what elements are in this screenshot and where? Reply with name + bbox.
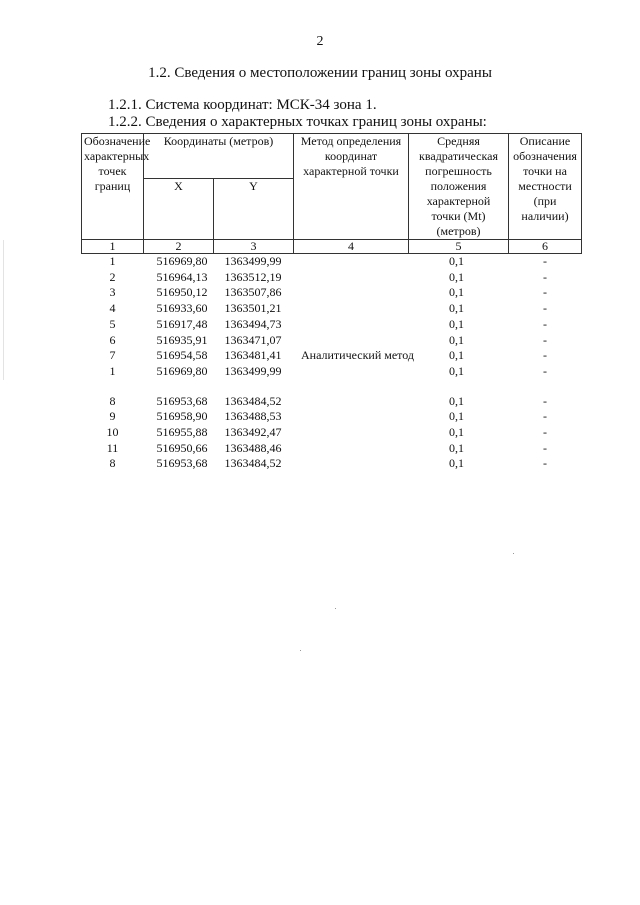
- y-cell: 1363499,99: [224, 254, 282, 268]
- y-cell: 1363471,07: [224, 332, 282, 347]
- point-cell: 9: [109, 409, 116, 424]
- x-cell: 516917,48: [156, 316, 208, 331]
- point-cell: 2: [109, 269, 116, 284]
- y-cell: 1363481,41: [224, 348, 282, 363]
- error-cell: 0,1: [449, 409, 464, 424]
- description-cell: -: [543, 269, 547, 284]
- method-cell: [294, 456, 409, 472]
- method-cell: [294, 394, 409, 410]
- table-row: [82, 317, 582, 333]
- x-cell: 516964,13: [156, 269, 208, 284]
- column-number: 5: [409, 240, 509, 254]
- empty-cell: [214, 380, 294, 394]
- method-cell: [294, 254, 409, 270]
- table-row: [82, 409, 582, 425]
- method-cell: [294, 317, 409, 333]
- description-cell: -: [543, 316, 547, 331]
- description-cell: -: [543, 332, 547, 347]
- points-info-line: 1.2.2. Сведения о характерных точках границ зоны охраны:: [108, 114, 487, 130]
- header-point-designation: Обозначение характерных точек границ: [82, 134, 144, 240]
- description-cell: -: [543, 363, 547, 378]
- point-cell: 11: [106, 440, 119, 455]
- table-row: [82, 254, 582, 270]
- column-number: 4: [294, 240, 409, 254]
- table-row: [82, 301, 582, 317]
- method-cell: [294, 333, 409, 349]
- scan-speck: [335, 608, 336, 609]
- x-cell: 516955,88: [156, 425, 208, 440]
- x-cell: 516950,66: [156, 440, 208, 455]
- x-cell: 516969,80: [156, 363, 208, 378]
- description-cell: -: [543, 409, 547, 424]
- error-cell: 0,1: [449, 363, 464, 378]
- point-cell: 1: [109, 363, 116, 378]
- empty-cell: [294, 380, 409, 394]
- method-value: Аналитический метод: [300, 348, 415, 362]
- table-row: [82, 270, 582, 286]
- x-cell: 516958,90: [156, 409, 208, 424]
- empty-cell: [144, 380, 214, 394]
- point-cell: 5: [109, 316, 116, 331]
- description-cell: -: [543, 301, 547, 316]
- method-cell: [294, 441, 409, 457]
- header-y: Y: [214, 179, 294, 240]
- x-cell: 516933,60: [156, 301, 208, 316]
- method-cell: [294, 270, 409, 286]
- method-cell: [294, 425, 409, 441]
- method-cell: [294, 301, 409, 317]
- x-cell: 516950,12: [156, 285, 208, 300]
- table-row: [82, 364, 582, 380]
- point-cell: 1: [109, 254, 116, 268]
- point-cell: 6: [109, 332, 116, 347]
- table-row: [82, 285, 582, 301]
- section-heading: 1.2. Сведения о местоположении границ зоны охраны: [148, 65, 492, 81]
- y-cell: 1363484,52: [224, 393, 282, 408]
- column-number: 1: [82, 240, 144, 254]
- column-number: 3: [214, 240, 294, 254]
- header-method: Метод определения координат характерной точки: [294, 134, 409, 240]
- error-cell: 0,1: [449, 254, 464, 268]
- point-cell: 4: [109, 301, 116, 316]
- table-row: [82, 441, 582, 457]
- empty-cell: [409, 380, 509, 394]
- header-x: X: [144, 179, 214, 240]
- description-cell: -: [543, 440, 547, 455]
- point-cell: 8: [109, 393, 116, 408]
- y-cell: 1363501,21: [224, 301, 282, 316]
- point-cell: 7: [109, 348, 116, 363]
- scan-margin-mark: [3, 240, 4, 380]
- description-cell: -: [543, 348, 547, 363]
- method-cell: [294, 409, 409, 425]
- error-cell: 0,1: [449, 269, 464, 284]
- empty-cell: [509, 380, 582, 394]
- description-cell: -: [543, 393, 547, 408]
- contour-gap-row: [82, 380, 582, 394]
- error-cell: 0,1: [449, 285, 464, 300]
- y-cell: 1363494,73: [224, 316, 282, 331]
- point-cell: 10: [106, 425, 119, 440]
- header-error: Средняя квадратическая погрешность положения характерной точки (Mt) (метров): [409, 134, 509, 240]
- y-cell: 1363499,99: [224, 363, 282, 378]
- error-cell: 0,1: [449, 301, 464, 316]
- y-cell: 1363492,47: [224, 425, 282, 440]
- x-cell: 516935,91: [156, 332, 208, 347]
- empty-cell: [82, 380, 144, 394]
- error-cell: 0,1: [449, 440, 464, 455]
- x-cell: 516969,80: [156, 254, 208, 268]
- error-cell: 0,1: [449, 348, 464, 363]
- boundary-points-table: [81, 133, 582, 472]
- y-cell: 1363484,52: [224, 456, 282, 471]
- y-cell: 1363512,19: [224, 269, 282, 284]
- description-cell: -: [543, 456, 547, 471]
- error-cell: 0,1: [449, 316, 464, 331]
- table-row: [82, 394, 582, 410]
- table-row: [82, 425, 582, 441]
- error-cell: 0,1: [449, 425, 464, 440]
- point-cell: 8: [109, 456, 116, 471]
- header-description: Описание обозначения точки на местности (при наличии): [509, 134, 582, 240]
- point-cell: 3: [109, 285, 116, 300]
- y-cell: 1363488,53: [224, 409, 282, 424]
- scan-speck: [513, 553, 514, 554]
- x-cell: 516953,68: [156, 393, 208, 408]
- column-number: 2: [144, 240, 214, 254]
- description-cell: -: [543, 285, 547, 300]
- table-row: [82, 456, 582, 472]
- page-number: 2: [316, 34, 324, 49]
- method-cell: [294, 364, 409, 380]
- description-cell: -: [543, 425, 547, 440]
- error-cell: 0,1: [449, 456, 464, 471]
- header-coordinates: Координаты (метров): [144, 134, 294, 179]
- error-cell: 0,1: [449, 393, 464, 408]
- error-cell: 0,1: [449, 332, 464, 347]
- scan-speck: [300, 650, 301, 651]
- table-row: [82, 333, 582, 349]
- coordinate-system-line: 1.2.1. Система координат: МСК-34 зона 1.: [108, 97, 377, 113]
- method-cell: [294, 285, 409, 301]
- y-cell: 1363507,86: [224, 285, 282, 300]
- y-cell: 1363488,46: [224, 440, 282, 455]
- x-cell: 516954,58: [156, 348, 208, 363]
- column-number: 6: [509, 240, 582, 254]
- x-cell: 516953,68: [156, 456, 208, 471]
- description-cell: -: [543, 254, 547, 268]
